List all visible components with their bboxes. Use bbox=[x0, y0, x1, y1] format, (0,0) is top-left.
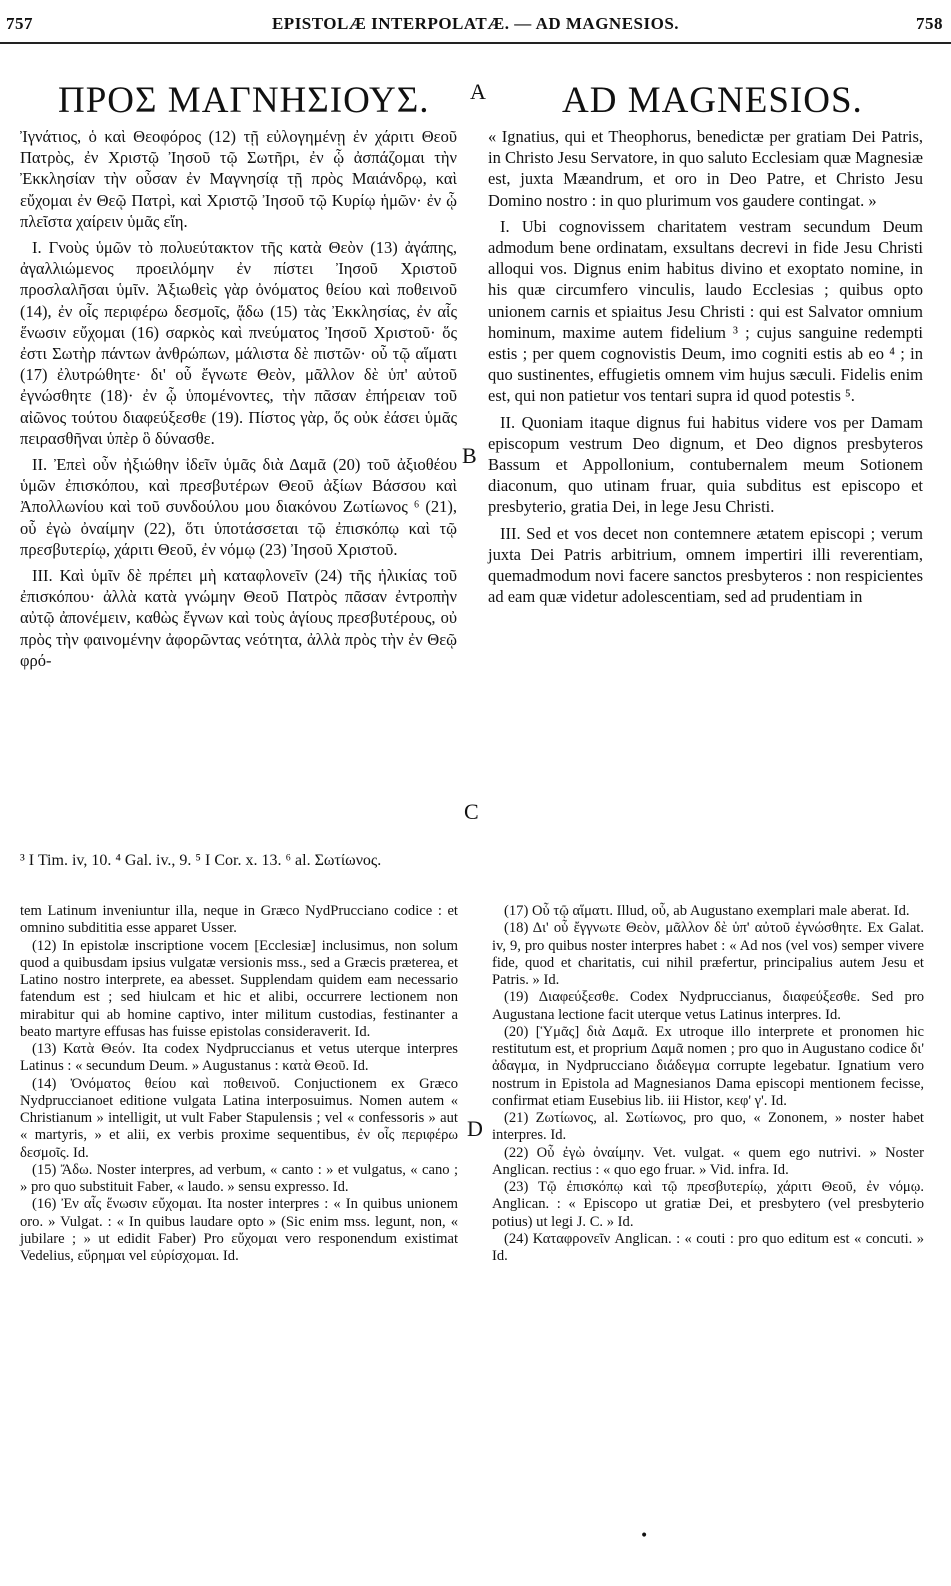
page-number-left: 757 bbox=[6, 14, 33, 33]
header-rule bbox=[0, 42, 951, 44]
note-left-continuation: tem Latinum inveniuntur illa, neque in Græco NydPrucciano codice : et omnino subdititia esse apparet Usser. bbox=[20, 903, 458, 937]
page-number-right: 758 bbox=[916, 14, 943, 33]
note-13: (13) Κατὰ Θεόν. Ita codex Nydpruccianus et vetus uterque interpres Latinus : « secundum Deum. » Augustanus : κατὰ Θεοῦ. Id. bbox=[20, 1041, 458, 1075]
note-16: (16) Ἐν αἷς ἕνωσιν εὔχομαι. Ita noster interpres : « In quibus unionem oro. » Vulgat. : « In quibus laudare opto » (Sic enim mss. legunt, non, « jubilare ; » ut edidit Faber) Pro εὔχομαι vero responendum existimat Vedelius, εὔρημαι vel εὐρίσχομαι. Id. bbox=[20, 1196, 458, 1264]
margin-mark-d: D bbox=[467, 1116, 483, 1141]
greek-salutation: Ἰγνάτιος, ὁ καὶ Θεοφόρος (12) τῇ εὐλογημένῃ ἐν χάριτι Θεοῦ Πατρὸς, ἐν Χριστῷ Ἰησοῦ τῷ Σωτῆρι, ἐν ᾧ ἀσπάζομαι τὴν Ἐκκλησίαν τὴν οὖσαν ἐν Μαγνησίᾳ τῇ πρὸς Μαιάνδρῳ, καὶ εὔχομαι ἐν Θεῷ Πατρὶ, καὶ Χριστῷ Ἰησοῦ τῷ Κυρίῳ ἡμῶν· ἐν ᾧ πλεῖστα χαίρειν ὑμᾶς εἴη. bbox=[20, 127, 457, 231]
greek-chapter-2: II. Ἐπεὶ οὖν ἠξιώθην ἰδεῖν ὑμᾶς διὰ Δαμᾶ (20) τοῦ ἀξιοθέου ὑμῶν ἐπισκόπου, καὶ πρεσβυτέρων Θεοῦ ἀξίων Βάσσου καὶ Ἀπολλωνίου καὶ τοῦ συνδούλου μου διακόνου Ζωτίωνος ⁶ (21), οὗ ἐγὼ ὀναίμην (22), ὅτι ὑποτάσσεται τῷ ἐπισκόπῳ καὶ τῷ πρεσβυτερίῳ, χάριτι Θεοῦ, ἐν νόμῳ (23) Ἰησοῦ Χριστοῦ. bbox=[20, 455, 457, 559]
note-12: (12) In epistolæ inscriptione vocem [Ecclesiæ] inclusimus, non solum quod a quibusdam ipsius vulgatæ versionis mss., sed a Græcis præterea, et Latino nostro interprete, ea abesset. Supplendam quidem eam necessario fatendum est ; sed hiulcam et hic et alibi, occurrere lectionem non mirabitur qui ab homine captivo, inter militum custodias, festinanter a beato martyre effusas has fuisse epistolas consideraverit. Id. bbox=[20, 937, 458, 1040]
note-14: (14) Ὀνόματος θείου καὶ ποθεινοῦ. Conjuctionem ex Græco Nydpruccianoet editione vulgata Latina interposuimus. Nomen autem « Christianum » intelligit, ut vult Faber Stapulensis ; vel « confessoris » aut « martyris, » et alii, ex verbis proxime sequentibus, ἐν οἷς περιφέρω δεσμοῖς. Id. bbox=[20, 1075, 458, 1161]
note-22: (22) Οὗ ἐγὼ ὀναίμην. Vet. vulgat. « quem ego nutrivi. » Noster Anglican. rectius : « quo ego fruar. » Vid. infra. Id. bbox=[492, 1144, 924, 1178]
note-23: (23) Τῷ ἐπισκόπῳ καὶ τῷ πρεσβυτερίῳ, χάριτι Θεοῦ, ἐν νόμῳ. Anglican. : « Episcopo ut gratiæ Dei, et presbytero (vel presbyterio potius) ut legi J. C. » Id. bbox=[492, 1179, 924, 1230]
note-19: (19) Διαφεύξεσθε. Codex Nydpruccianus, διαφεύξεσθε. Sed pro Augustana lectione facit uterque vetus Latinus interpres. Id. bbox=[492, 989, 924, 1023]
running-header bbox=[0, 14, 951, 44]
margin-mark-c: C bbox=[464, 799, 479, 824]
latin-salutation: « Ignatius, qui et Theophorus, benedictæ per gratiam Dei Patris, in Christo Jesu Servatore, in quo saluto Ecclesiam quæ Magnesiæ est, juxta Mæandrum, et oro in Deo Patre, et Christo Jesu Domino nostro : in quo plurimum vos gaudere contingat. » bbox=[488, 127, 923, 210]
latin-chapter-1: I. Ubi cognovissem charitatem vestram secundum Deum admodum bene ordinatam, exsultans decrevi in fide Jesu Christi alloqui vos. Dignus enim habitus divino et exoptato nomine, in his quæ circumfero vinculis, laudo Ecclesias ; quibus opto unionem carnis et spiaitus Jesu Christi : qui est Salvator omnium hominum, maxime autem fidelium ³ ; cujus sanguine redempti estis ; per quem cognovistis Deum, imo cogniti estis ab eo ⁴ ; in quo sustinentes, effugietis omnem vim hujus sæculi. Fidelis enim est, qui non patietur vos tentari supra id quod potestis ⁵. bbox=[488, 216, 923, 406]
note-15: (15) Ἄδω. Noster interpres, ad verbum, « canto : » et vulgatus, « cano ; » pro quo substituit Faber, « laudo. » sensu expresso. Id. bbox=[20, 1161, 458, 1195]
scripture-references: ³ I Tim. iv, 10. ⁴ Gal. iv., 9. ⁵ I Cor. x. 13. ⁶ al. Σωτίωνος. bbox=[20, 852, 382, 869]
margin-mark-b: B bbox=[462, 443, 477, 468]
note-18: (18) Δι' οὗ ἔγγνωτε Θεὸν, μᾶλλον δὲ ὑπ' αὐτοῦ ἐγνώσθητε. Ex Galat. iv, 9, pro quibus noster interpres habet : « Ad nos (vel vos) semper vivere fide, quod et charitatis, cui nihil præfertur, principalius autem Jesu et Patris. » Id. bbox=[492, 920, 924, 988]
stray-mark: • bbox=[640, 1528, 649, 1544]
note-20: (20) [Ὑμᾶς] διὰ Δαμᾶ. Ex utroque illo interprete et pronomen hic restitutum est, et proprium Δαμᾶ nomen ; pro quo in Augustano codice δι' ἀδαγμα, in Nydprucciano διάδεγμα corrupte legebatur. Ignatium vero nostrum in Epistola ad Magnesianos Dama episcopi mentionem fecisse, confirmat etiam Eusebius lib. iii Histor, κεφ' γ'. Id. bbox=[492, 1023, 924, 1109]
running-title: EPISTOLÆ INTERPOLATÆ. — AD MAGNESIOS. bbox=[271, 14, 680, 33]
note-17: (17) Οὗ τῷ αἵματι. Illud, οὗ, ab Augustano exemplari male aberat. Id. bbox=[504, 903, 910, 919]
greek-title: ΠΡΟΣ ΜΑΓΝΗΣΙΟΥΣ. bbox=[58, 80, 430, 121]
greek-text-column bbox=[20, 126, 457, 676]
greek-chapter-1: I. Γνοὺς ὑμῶν τὸ πολυεύτακτον τῆς κατὰ Θεὸν (13) ἀγάπης, ἀγαλλιώμενος προειλόμην ἐν πίστει Ἰησοῦ Χριστοῦ προσλαλῆσαι ὑμῖν. Ἀξιωθεὶς γὰρ ὀνόματος θείου καὶ ποθεινοῦ (14), ἐν οἷς περιφέρω δεσμοῖς, ᾄδω (15) τὰς Ἐκκλησίας, ἐν αἷς ἕνωσιν εὔχομαι (16) σαρκὸς καὶ πνεύματος Ἰησοῦ Χριστοῦ· ὅς ἐστι Σωτὴρ πάντων ἀνθρώπων, μάλιστα δὲ πιστῶν· οὗ τῷ αἵματι (17) ἐλυτρώθητε· δι' οὗ ἔγνωτε Θεὸν, μᾶλλον δὲ ὑπ' αὐτοῦ ἐγνώσθητε (18)· ἐν ᾧ ὑπομένοντες, τὴν πᾶσαν ἐπήρειαν τοῦ αἰῶνος τούτου διαφεύξεσθε (19). Πίστος γὰρ, ὅς οὐκ ἐάσει ὑμᾶς πειρασθῆναι ὑπὲρ ὃ δύνασθε. bbox=[20, 238, 457, 448]
latin-text-column bbox=[488, 126, 923, 612]
latin-chapter-3: III. Sed et vos decet non contemnere ætatem episcopi ; verum juxta Dei Patris arbitrium, omnem impertiri illi reverentiam, quemadmodum novi facere sanctos presbyteros : non respicientes ad eam quæ videtur adolescentiam, sed ad prudentiam in bbox=[488, 523, 923, 607]
latin-chapter-2: II. Quoniam itaque dignus fui habitus videre vos per Damam episcopum vestrum Deo dignum, et Deo dignos presbyteros Bassum et Appollonium, contubernalem meum Sotionem diaconum, quo utinam fruar, quia subditus est episcopo et presbyterio, gratia Dei, in lege Jesu Christi. bbox=[488, 412, 923, 517]
note-21: (21) Ζωτίωνος, al. Σωτίωνος, pro quo, « Zononem, » noster habet interpres. Id. bbox=[492, 1110, 924, 1144]
notes-right-column bbox=[492, 903, 924, 1265]
margin-mark-a: A bbox=[470, 79, 486, 104]
notes-left-column bbox=[20, 903, 458, 1265]
greek-chapter-3: III. Καὶ ὑμῖν δὲ πρέπει μὴ καταφλονεῖν (24) τῆς ἡλικίας τοῦ ἐπισκόπου· ἀλλὰ κατὰ γνώμην Θεοῦ Πατρὸς πᾶσαν ἐντροπὴν αὐτῷ ἀπονέμειν, καθὼς ἔγνων καὶ τοὺς ἁγίους πρεσβυτέρους, οὐ πρὸς τὴν φαινομένην ἀφορῶντας νεότητα, ἀλλὰ πρὸς τὴν ἐν Θεῷ φρό- bbox=[20, 566, 457, 670]
note-24: (24) Καταφρονεῖν Anglican. : « couti : pro quo editum est « concuti. » Id. bbox=[492, 1230, 924, 1264]
latin-title: AD MAGNESIOS. bbox=[562, 80, 863, 121]
